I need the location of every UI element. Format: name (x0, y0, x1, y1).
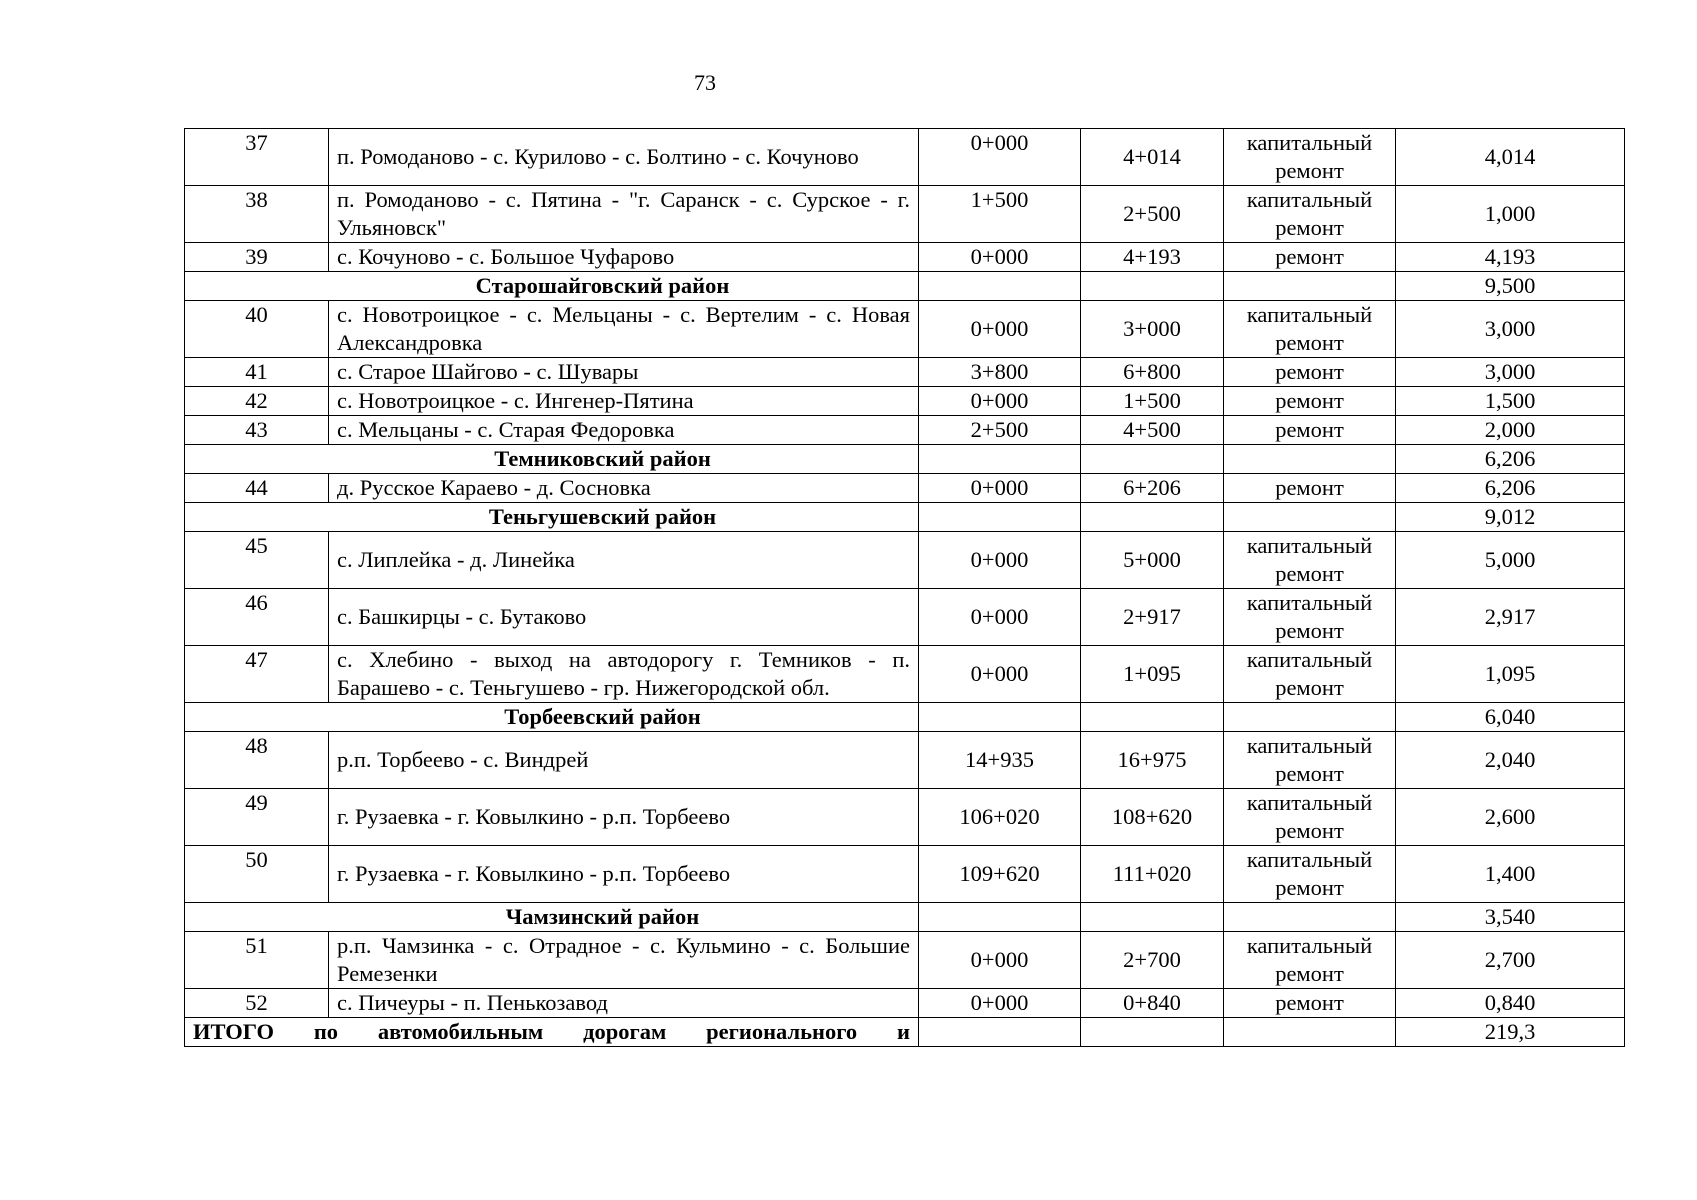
total-label (185, 1018, 919, 1047)
road-name: г. Рузаевка - г. Ковылкино - р.п. Торбеево (329, 846, 919, 903)
district-type-cell (1224, 703, 1396, 732)
district-length: 9,500 (1396, 272, 1625, 301)
road-row (185, 186, 1625, 243)
road-name: с. Башкирцы - с. Бутаково (329, 589, 919, 646)
road-start-km: 0+000 (919, 646, 1081, 703)
road-start-km: 109+620 (919, 846, 1081, 903)
road-length: 2,040 (1396, 732, 1625, 789)
road-name: с. Новотроицкое - с. Ингенер-Пятина (329, 387, 919, 416)
road-row (185, 932, 1625, 989)
repair-type: капитальный ремонт (1224, 846, 1396, 903)
road-length: 6,206 (1396, 474, 1625, 503)
road-name: г. Рузаевка - г. Ковылкино - р.п. Торбеево (329, 789, 919, 846)
roads-table-body (185, 129, 1625, 1047)
road-row (185, 589, 1625, 646)
road-end-km: 4+014 (1081, 129, 1224, 186)
road-row (185, 989, 1625, 1018)
district-name: Чамзинский район (185, 903, 919, 932)
road-end-km: 2+917 (1081, 589, 1224, 646)
road-length: 4,193 (1396, 243, 1625, 272)
total-type-cell (1224, 1018, 1396, 1047)
road-row (185, 789, 1625, 846)
district-type-cell (1224, 503, 1396, 532)
district-name: Темниковский район (185, 445, 919, 474)
district-type-cell (1224, 903, 1396, 932)
road-length: 2,700 (1396, 932, 1625, 989)
road-row (185, 846, 1625, 903)
district-end-cell (1081, 272, 1224, 301)
repair-type: ремонт (1224, 358, 1396, 387)
road-number: 47 (185, 646, 329, 703)
road-row (185, 129, 1625, 186)
road-start-km: 0+000 (919, 243, 1081, 272)
district-end-cell (1081, 903, 1224, 932)
district-end-cell (1081, 703, 1224, 732)
repair-type: ремонт (1224, 989, 1396, 1018)
district-row (185, 272, 1625, 301)
district-end-cell (1081, 445, 1224, 474)
road-number: 42 (185, 387, 329, 416)
district-length: 6,206 (1396, 445, 1625, 474)
district-name: Теньгушевский район (185, 503, 919, 532)
road-length: 1,095 (1396, 646, 1625, 703)
road-end-km: 2+500 (1081, 186, 1224, 243)
road-end-km: 6+800 (1081, 358, 1224, 387)
road-row (185, 532, 1625, 589)
road-start-km: 2+500 (919, 416, 1081, 445)
road-end-km: 5+000 (1081, 532, 1224, 589)
repair-type: ремонт (1224, 474, 1396, 503)
road-number: 52 (185, 989, 329, 1018)
road-start-km: 0+000 (919, 589, 1081, 646)
repair-type: капитальный ремонт (1224, 532, 1396, 589)
road-number: 51 (185, 932, 329, 989)
road-length: 3,000 (1396, 301, 1625, 358)
road-start-km: 1+500 (919, 186, 1081, 243)
road-row (185, 646, 1625, 703)
road-length: 1,500 (1396, 387, 1625, 416)
repair-type: капитальный ремонт (1224, 646, 1396, 703)
road-length: 2,000 (1396, 416, 1625, 445)
road-name: с. Старое Шайгово - с. Шувары (329, 358, 919, 387)
road-number: 37 (185, 129, 329, 186)
total-label-bold: ИТОГО (193, 1019, 274, 1044)
total-label-word: по (313, 1019, 339, 1044)
district-start-cell (919, 903, 1081, 932)
district-end-cell (1081, 503, 1224, 532)
district-start-cell (919, 445, 1081, 474)
road-name: д. Русское Караево - д. Сосновка (329, 474, 919, 503)
road-start-km: 0+000 (919, 301, 1081, 358)
road-row (185, 474, 1625, 503)
road-row (185, 301, 1625, 358)
road-row (185, 243, 1625, 272)
road-start-km: 0+000 (919, 932, 1081, 989)
total-label-line (193, 1018, 910, 1046)
road-end-km: 1+095 (1081, 646, 1224, 703)
road-start-km: 0+000 (919, 387, 1081, 416)
district-row (185, 703, 1625, 732)
road-name: с. Кочуново - с. Большое Чуфарово (329, 243, 919, 272)
repair-type: капитальный ремонт (1224, 932, 1396, 989)
district-start-cell (919, 503, 1081, 532)
road-number: 45 (185, 532, 329, 589)
district-type-cell (1224, 272, 1396, 301)
repair-type: капитальный ремонт (1224, 129, 1396, 186)
district-name: Старошайговский район (185, 272, 919, 301)
road-start-km: 0+000 (919, 474, 1081, 503)
road-start-km: 14+935 (919, 732, 1081, 789)
road-end-km: 108+620 (1081, 789, 1224, 846)
road-number: 43 (185, 416, 329, 445)
road-length: 5,000 (1396, 532, 1625, 589)
repair-type: капитальный ремонт (1224, 732, 1396, 789)
roads-table (184, 128, 1625, 1047)
district-name: Торбеевский район (185, 703, 919, 732)
road-name: р.п. Торбеево - с. Виндрей (329, 732, 919, 789)
road-end-km: 2+700 (1081, 932, 1224, 989)
road-length: 2,600 (1396, 789, 1625, 846)
road-length: 3,000 (1396, 358, 1625, 387)
district-length: 9,012 (1396, 503, 1625, 532)
road-name: с. Хлебино - выход на автодорогу г. Темников - п. Барашево - с. Теньгушево - гр. Нижегородской обл. (329, 646, 919, 703)
total-start-cell (919, 1018, 1081, 1047)
road-row (185, 416, 1625, 445)
road-number: 46 (185, 589, 329, 646)
road-name: с. Липлейка - д. Линейка (329, 532, 919, 589)
total-label-word: и (897, 1019, 910, 1044)
road-number: 40 (185, 301, 329, 358)
road-start-km: 106+020 (919, 789, 1081, 846)
road-length: 1,400 (1396, 846, 1625, 903)
repair-type: ремонт (1224, 243, 1396, 272)
district-row (185, 903, 1625, 932)
road-start-km: 0+000 (919, 129, 1081, 186)
road-row (185, 732, 1625, 789)
repair-type: капитальный ремонт (1224, 186, 1396, 243)
repair-type: капитальный ремонт (1224, 589, 1396, 646)
road-start-km: 0+000 (919, 532, 1081, 589)
road-row (185, 387, 1625, 416)
road-number: 41 (185, 358, 329, 387)
page-number: 73 (694, 70, 716, 95)
total-label-word: автомобильным (377, 1019, 544, 1044)
road-end-km: 1+500 (1081, 387, 1224, 416)
repair-type: капитальный ремонт (1224, 301, 1396, 358)
road-number: 44 (185, 474, 329, 503)
district-start-cell (919, 272, 1081, 301)
road-name: с. Пичеуры - п. Пенькозавод (329, 989, 919, 1018)
road-number: 48 (185, 732, 329, 789)
total-row (185, 1018, 1625, 1047)
road-start-km: 3+800 (919, 358, 1081, 387)
road-length: 4,014 (1396, 129, 1625, 186)
road-end-km: 4+500 (1081, 416, 1224, 445)
road-end-km: 111+020 (1081, 846, 1224, 903)
road-name: с. Новотроицкое - с. Мельцаны - с. Вертелим - с. Новая Александровка (329, 301, 919, 358)
road-end-km: 3+000 (1081, 301, 1224, 358)
road-start-km: 0+000 (919, 989, 1081, 1018)
district-type-cell (1224, 445, 1396, 474)
road-end-km: 0+840 (1081, 989, 1224, 1018)
road-number: 50 (185, 846, 329, 903)
repair-type: капитальный ремонт (1224, 789, 1396, 846)
road-number: 49 (185, 789, 329, 846)
road-end-km: 6+206 (1081, 474, 1224, 503)
road-end-km: 4+193 (1081, 243, 1224, 272)
repair-type: ремонт (1224, 416, 1396, 445)
road-end-km: 16+975 (1081, 732, 1224, 789)
district-length: 6,040 (1396, 703, 1625, 732)
road-length: 0,840 (1396, 989, 1625, 1018)
district-length: 3,540 (1396, 903, 1625, 932)
road-name: р.п. Чамзинка - с. Отрадное - с. Кульмино - с. Большие Ремезенки (329, 932, 919, 989)
total-label-word: регионального (706, 1019, 858, 1044)
total-end-cell (1081, 1018, 1224, 1047)
total-length: 219,3 (1396, 1018, 1625, 1047)
road-name: п. Ромоданово - с. Курилово - с. Болтино - с. Кочуново (329, 129, 919, 186)
total-label-word: дорогам (583, 1019, 667, 1044)
road-number: 39 (185, 243, 329, 272)
road-row (185, 358, 1625, 387)
district-start-cell (919, 703, 1081, 732)
road-length: 1,000 (1396, 186, 1625, 243)
district-row (185, 503, 1625, 532)
road-name: п. Ромоданово - с. Пятина - "г. Саранск - с. Сурское - г. Ульяновск" (329, 186, 919, 243)
district-row (185, 445, 1625, 474)
road-number: 38 (185, 186, 329, 243)
road-name: с. Мельцаны - с. Старая Федоровка (329, 416, 919, 445)
repair-type: ремонт (1224, 387, 1396, 416)
road-length: 2,917 (1396, 589, 1625, 646)
